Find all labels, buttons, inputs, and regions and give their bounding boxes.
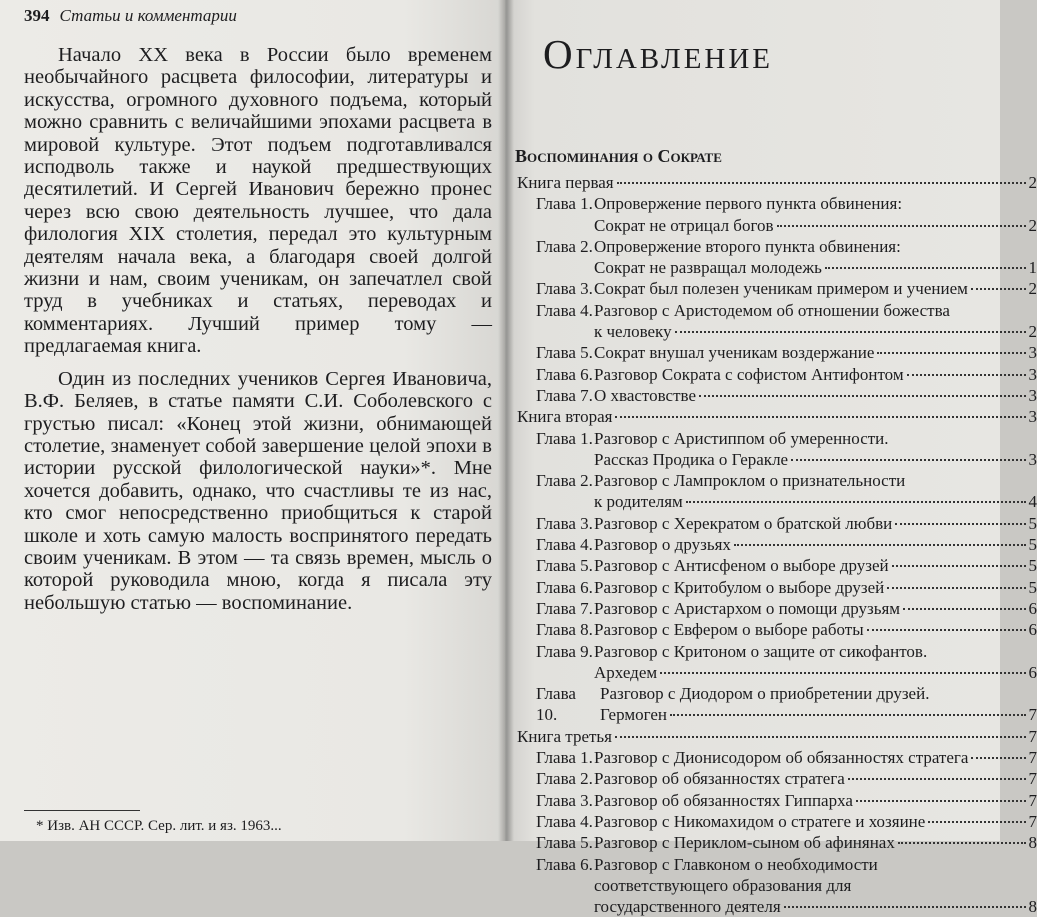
toc-page-number: 2 <box>1029 172 1037 193</box>
toc-chapter-label: Глава 4. <box>536 811 594 832</box>
toc-chapter-label: Глава 1. <box>536 747 594 768</box>
toc-line-text: Книга первая <box>517 172 614 193</box>
toc-chapter-label: Глава 3. <box>536 790 594 811</box>
toc-chapter-label: Глава 4. <box>536 534 594 555</box>
toc-page-number: 6 <box>1029 619 1037 640</box>
toc-leader-dots <box>887 587 1025 589</box>
toc-chapter-label: Глава 7. <box>536 385 594 406</box>
article-body <box>24 44 492 614</box>
toc-leader-dots <box>699 395 1026 397</box>
toc-page-number: 5 <box>1029 513 1037 534</box>
toc-line-text: Разговор с Критоном о защите от сикофантов. <box>594 641 927 662</box>
toc-chapter-body <box>594 555 1037 576</box>
toc-entry <box>517 364 1037 385</box>
toc-page-number: 8 <box>1029 832 1037 853</box>
toc-chapter-label: Глава 3. <box>536 513 594 534</box>
toc-page-number: 3 <box>1029 385 1037 406</box>
toc-leader-dots <box>895 523 1025 525</box>
toc-line-text: Опровержение второго пункта обвинения: <box>594 236 901 257</box>
toc-leader-dots <box>903 608 1025 610</box>
toc-chapter-title-line <box>594 449 1037 470</box>
toc-leader-dots <box>928 821 1025 823</box>
toc-line-text: Книга вторая <box>517 406 612 427</box>
toc-entry <box>517 428 1037 471</box>
toc-line-text: Разговор об обязанностях Гиппарха <box>594 790 853 811</box>
toc-line-text: Разговор с Дионисодором об обязанностях стратега <box>594 747 968 768</box>
toc-line-text: соответствующего образования для <box>594 875 851 896</box>
toc-chapter-label: Глава 2. <box>536 236 594 279</box>
toc-chapter-title-line <box>594 555 1037 576</box>
toc-chapter-label: Глава 4. <box>536 300 594 343</box>
toc-leader-dots <box>784 906 1026 908</box>
toc-line-text: Рассказ Продика о Геракле <box>594 449 788 470</box>
toc-page-number: 2 <box>1029 278 1037 299</box>
toc-entry <box>517 470 1037 513</box>
toc-chapter-title-line <box>594 662 1037 683</box>
toc-page-number: 6 <box>1029 598 1037 619</box>
toc-page-number: 6 <box>1029 662 1037 683</box>
toc-chapter-title-line <box>594 321 1037 342</box>
toc-page-number: 2 <box>1029 215 1037 236</box>
toc-book <box>517 726 1037 747</box>
toc-line-text: Разговор с Диодором о приобретении друзей. <box>600 683 929 704</box>
toc-page-number: 5 <box>1029 577 1037 598</box>
toc-chapter-label: Глава 2. <box>536 768 594 789</box>
toc-chapter-title-line <box>594 300 1037 321</box>
toc-heading: Оглавление <box>543 30 773 78</box>
toc-chapter-title-line <box>594 790 1037 811</box>
toc-chapter-title-line <box>594 577 1037 598</box>
toc-chapter-label: Глава 5. <box>536 555 594 576</box>
toc-chapter-title-line <box>594 619 1037 640</box>
toc-entry <box>517 577 1037 598</box>
toc-chapter-body <box>594 385 1037 406</box>
toc-line-text: Разговор с Аристиппом об умеренности. <box>594 428 889 449</box>
toc-line-text: Разговор об обязанностях стратега <box>594 768 845 789</box>
toc-line-text: Книга третья <box>517 726 612 747</box>
toc-line-text: Разговор с Главконом о необходимости <box>594 854 878 875</box>
toc-chapter-title-line <box>594 598 1037 619</box>
toc-entry <box>517 555 1037 576</box>
toc-chapter-title-line <box>594 470 1037 491</box>
toc-entry <box>517 768 1037 789</box>
toc-leader-dots <box>971 757 1025 759</box>
toc-page-number: 2 <box>1029 321 1037 342</box>
toc-entry <box>517 278 1037 299</box>
running-title: Статьи и комментарии <box>60 6 237 26</box>
toc-leader-dots <box>615 416 1025 418</box>
toc-chapter-title-line <box>594 641 1037 662</box>
toc-line-text: Опровержение первого пункта обвинения: <box>594 193 902 214</box>
toc-page-number: 7 <box>1029 790 1037 811</box>
page-number: 394 <box>24 6 50 26</box>
toc-chapter-title-line <box>600 683 1037 704</box>
toc-page-number: 7 <box>1029 811 1037 832</box>
toc-entry <box>517 641 1037 684</box>
toc-line-text: О хвастовстве <box>594 385 696 406</box>
toc-chapter-body <box>594 854 1037 917</box>
paragraph: Один из последних учеников Сергея Ивановича, В.Ф. Беляев, в статье памяти С.И. Соболевского с грустью писал: «Конец этой жизни, обнимающей столетие, знаменует собой завершение целой эпохи в истории русской филологической науки»*. Мне хочется добавить, однако, что счастливы те из нас, кто смог непосредственно приобщиться к старой школе и хоть самую малость воспринятого передать своим ученикам. В этом — та связь времен, мысль о которой руководила мною, когда я писала эту небольшую статью — воспоминание. <box>24 368 492 614</box>
toc-chapter-title-line <box>594 854 1037 875</box>
toc-leader-dots <box>734 544 1026 546</box>
toc-chapter-body <box>594 236 1037 279</box>
toc-page-number: 5 <box>1029 534 1037 555</box>
toc-chapter-label: Глава 5. <box>536 342 594 363</box>
toc-line-text: Архедем <box>594 662 657 683</box>
toc-chapter-title-line <box>594 278 1037 299</box>
toc-book <box>517 172 1037 193</box>
toc-leader-dots <box>686 501 1026 503</box>
toc-entry <box>517 683 1037 726</box>
toc-page-number: 4 <box>1029 491 1037 512</box>
toc-line-text: Сократ не развращал молодежь <box>594 257 822 278</box>
toc-book <box>517 406 1037 427</box>
toc-page-number: 7 <box>1029 747 1037 768</box>
toc-chapter-title-line <box>594 832 1037 853</box>
toc-chapter-title-line <box>594 428 1037 449</box>
toc-line-text: Сократ был полезен ученикам примером и учением <box>594 278 968 299</box>
toc-entry <box>517 385 1037 406</box>
toc-page-number: 7 <box>1029 768 1037 789</box>
toc-leader-dots <box>670 714 1026 716</box>
toc-chapter-title-line <box>594 747 1037 768</box>
toc-line-text: Разговор с Аристодемом об отношении божества <box>594 300 950 321</box>
toc-leader-dots <box>825 267 1026 269</box>
toc-chapter-label: Глава 6. <box>536 577 594 598</box>
toc-page-number: 3 <box>1029 364 1037 385</box>
toc-chapter-title-line <box>594 513 1037 534</box>
toc-chapter-label: Глава 5. <box>536 832 594 853</box>
toc-leader-dots <box>791 459 1025 461</box>
toc-line-text: Разговор с Херекратом о братской любви <box>594 513 892 534</box>
toc-chapter-body <box>600 683 1037 726</box>
paragraph: Начало XX века в России было временем необычайного расцвета философии, литературы и искусства, огромного духовного подъема, который можно сравнить с величайшими эпохами расцвета в мировой культуре. Этот подъем подготавливался исподволь также и наукой предшествующих десятилетий. И Сергей Иванович бережно пронес через всю свою деятельность лучшее, что дала филология XIX столетия, передал это культурным деятелям начала века, а благодаря своей долгой жизни и нам, своим ученикам, он запечатлел свой труд в учебниках и статьях, переводах и комментариях. Лучший пример тому — предлагаемая книга. <box>24 44 492 358</box>
toc-leader-dots <box>877 352 1025 354</box>
toc-page-number: 7 <box>1029 726 1037 747</box>
toc-line-text: Разговор с Антисфеном о выборе друзей <box>594 555 889 576</box>
toc-chapter-title-line <box>594 236 1037 257</box>
toc-leader-dots <box>892 565 1026 567</box>
toc-chapter-label: Глава 1. <box>536 193 594 236</box>
toc-page-number: 3 <box>1029 406 1037 427</box>
toc-chapter-label: Глава 3. <box>536 278 594 299</box>
book-gutter <box>498 0 514 841</box>
toc-line-text: к человеку <box>594 321 672 342</box>
toc-page-number: 7 <box>1029 704 1037 725</box>
toc-leader-dots <box>777 225 1026 227</box>
toc-chapter-body <box>594 747 1037 768</box>
toc-entry <box>517 790 1037 811</box>
toc-line-text: Разговор с Аристархом о помощи друзьям <box>594 598 900 619</box>
toc-entry <box>517 513 1037 534</box>
toc-entry <box>517 854 1037 917</box>
footnote-rule <box>24 810 140 811</box>
toc-chapter-body <box>594 577 1037 598</box>
running-head <box>24 6 505 26</box>
toc-chapter-title-line <box>594 215 1037 236</box>
toc-page-number: 5 <box>1029 555 1037 576</box>
toc-chapter-body <box>594 193 1037 236</box>
toc-chapter-title-line <box>594 364 1037 385</box>
toc-entry <box>517 342 1037 363</box>
toc-chapter-body <box>594 300 1037 343</box>
toc-chapter-label: Глава 6. <box>536 854 594 917</box>
toc-chapter-body <box>594 811 1037 832</box>
toc-page-number: 3 <box>1029 342 1037 363</box>
toc-chapter-body <box>594 534 1037 555</box>
toc-entry <box>517 832 1037 853</box>
toc-entry <box>517 534 1037 555</box>
toc-leader-dots <box>615 736 1026 738</box>
toc-chapter-label: Глава 8. <box>536 619 594 640</box>
toc-entry <box>517 747 1037 768</box>
toc-entry <box>517 619 1037 640</box>
toc-leader-dots <box>617 182 1026 184</box>
toc-line-text: Разговор о друзьях <box>594 534 731 555</box>
toc-chapter-title-line <box>594 257 1037 278</box>
toc-line-text: государственного деятеля <box>594 896 781 917</box>
toc-chapter-body <box>594 768 1037 789</box>
toc-chapter-title-line <box>600 704 1037 725</box>
toc-chapter-label: Глава 1. <box>536 428 594 471</box>
toc-line-text: Сократ не отрицал богов <box>594 215 774 236</box>
toc-chapter-title-line <box>594 811 1037 832</box>
toc-line-text: Разговор с Лампроклом о признательности <box>594 470 905 491</box>
toc-chapter-body <box>594 342 1037 363</box>
toc-chapter-label: Глава 10. <box>536 683 600 726</box>
toc-entry <box>517 236 1037 279</box>
toc-chapter-body <box>594 641 1037 684</box>
toc-leader-dots <box>898 842 1026 844</box>
toc-leader-dots <box>660 672 1025 674</box>
toc-entry <box>517 598 1037 619</box>
toc-chapter-body <box>594 278 1037 299</box>
toc-line-text: Разговор с Евфером о выборе работы <box>594 619 864 640</box>
toc-chapter-body <box>594 598 1037 619</box>
toc-line-text: Разговор с Никомахидом о стратеге и хозяине <box>594 811 925 832</box>
toc-chapter-body <box>594 790 1037 811</box>
toc-chapter-title-line <box>594 342 1037 363</box>
toc-chapter-label: Глава 2. <box>536 470 594 513</box>
toc-line-text: Разговор с Периклом-сыном об афинянах <box>594 832 895 853</box>
toc-chapter-label: Глава 7. <box>536 598 594 619</box>
toc-chapter-body <box>594 364 1037 385</box>
toc-entry <box>517 811 1037 832</box>
toc-entry <box>517 193 1037 236</box>
toc-chapter-body <box>594 428 1037 471</box>
toc-chapter-title-line <box>594 491 1037 512</box>
toc-chapter-label: Глава 6. <box>536 364 594 385</box>
toc-chapter-label: Глава 9. <box>536 641 594 684</box>
toc-leader-dots <box>675 331 1026 333</box>
toc-leader-dots <box>856 800 1026 802</box>
toc-page-number: 3 <box>1029 449 1037 470</box>
toc-page-number: 1 <box>1029 257 1037 278</box>
toc-chapter-title-line <box>594 534 1037 555</box>
toc-chapter-body <box>594 619 1037 640</box>
toc-leader-dots <box>867 629 1026 631</box>
toc-leader-dots <box>907 374 1026 376</box>
footnote: * Изв. АН СССР. Сер. лит. и яз. 1963... <box>36 818 282 835</box>
toc-chapter-title-line <box>594 385 1037 406</box>
toc-leader-dots <box>848 778 1026 780</box>
toc-entry <box>517 300 1037 343</box>
toc-section-title: Воспоминания о Сократе <box>515 146 722 167</box>
table-of-contents <box>517 172 1037 917</box>
toc-chapter-body <box>594 470 1037 513</box>
toc-chapter-title-line <box>594 193 1037 214</box>
toc-line-text: Разговор Сократа с софистом Антифонтом <box>594 364 904 385</box>
toc-chapter-title-line <box>594 768 1037 789</box>
toc-chapter-body <box>594 513 1037 534</box>
toc-leader-dots <box>971 288 1026 290</box>
toc-page-number: 8 <box>1029 896 1037 917</box>
toc-chapter-title-line <box>594 896 1037 917</box>
toc-chapter-title-line <box>594 875 1037 896</box>
toc-line-text: Разговор с Критобулом о выборе друзей <box>594 577 884 598</box>
toc-line-text: Гермоген <box>600 704 667 725</box>
toc-chapter-body <box>594 832 1037 853</box>
toc-line-text: Сократ внушал ученикам воздержание <box>594 342 874 363</box>
toc-line-text: к родителям <box>594 491 683 512</box>
